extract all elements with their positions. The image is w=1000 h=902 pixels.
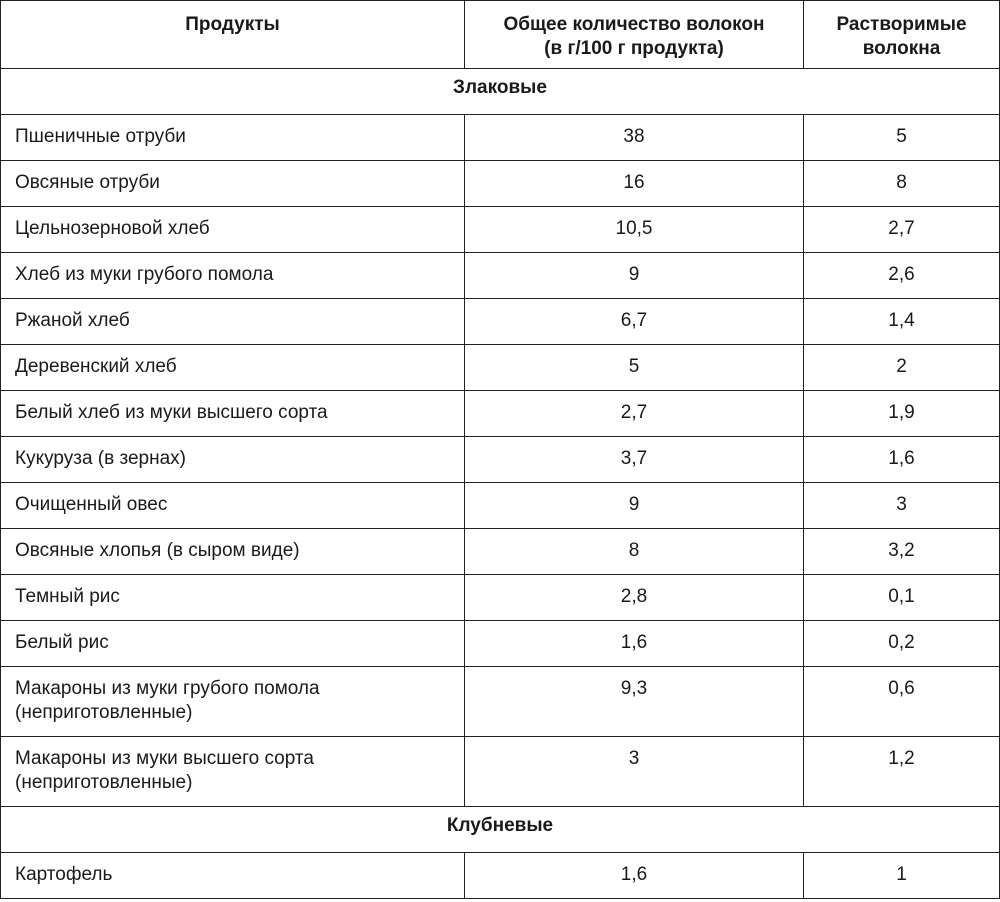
soluble-fiber-cell: 2,6 [804, 253, 1000, 299]
section-title: Клубневые [1, 807, 1000, 853]
product-name-cell [1, 391, 465, 437]
product-name-cell [1, 299, 465, 345]
table-row [1, 253, 1000, 299]
table-row [1, 207, 1000, 253]
product-name-line: Овсяные отруби [15, 172, 160, 193]
total-fiber-cell: 1,6 [465, 853, 804, 899]
table-row [1, 115, 1000, 161]
total-fiber-cell: 9,3 [465, 667, 804, 737]
product-name-line: Ржаной хлеб [15, 310, 130, 331]
table-row [1, 853, 1000, 899]
product-name-line: Деревенский хлеб [15, 356, 177, 377]
product-name-cell [1, 115, 465, 161]
product-name-line: Цельнозерновой хлеб [15, 218, 210, 239]
soluble-fiber-cell: 3,2 [804, 529, 1000, 575]
soluble-fiber-cell: 1,2 [804, 737, 1000, 807]
table-row [1, 161, 1000, 207]
product-name-cell [1, 483, 465, 529]
table-row [1, 437, 1000, 483]
table-row [1, 299, 1000, 345]
product-name-cell [1, 161, 465, 207]
soluble-fiber-cell: 3 [804, 483, 1000, 529]
soluble-fiber-cell: 5 [804, 115, 1000, 161]
table-row [1, 483, 1000, 529]
section-title: Злаковые [1, 69, 1000, 115]
total-fiber-cell: 9 [465, 253, 804, 299]
soluble-fiber-cell: 1 [804, 853, 1000, 899]
product-name-cell [1, 345, 465, 391]
total-fiber-cell: 1,6 [465, 621, 804, 667]
product-name-cell [1, 437, 465, 483]
header-total-fiber-line2: (в г/100 г продукта) [544, 38, 724, 59]
product-name-line: Овсяные хлопья (в сыром виде) [15, 540, 300, 561]
section-row [1, 807, 1000, 853]
total-fiber-cell: 3 [465, 737, 804, 807]
soluble-fiber-cell: 0,6 [804, 667, 1000, 737]
total-fiber-cell: 38 [465, 115, 804, 161]
total-fiber-cell: 2,7 [465, 391, 804, 437]
soluble-fiber-cell: 1,6 [804, 437, 1000, 483]
product-name-cell [1, 207, 465, 253]
table-body [1, 69, 1000, 899]
total-fiber-cell: 3,7 [465, 437, 804, 483]
total-fiber-cell: 2,8 [465, 575, 804, 621]
product-name-line: Белый хлеб из муки высшего сорта [15, 402, 328, 423]
soluble-fiber-cell: 0,1 [804, 575, 1000, 621]
product-name-line: (неприготовленные) [15, 772, 193, 793]
total-fiber-cell: 16 [465, 161, 804, 207]
product-name-line: Белый рис [15, 632, 109, 653]
table-row [1, 345, 1000, 391]
product-name-cell [1, 253, 465, 299]
total-fiber-cell: 6,7 [465, 299, 804, 345]
header-soluble-fiber [804, 1, 1000, 69]
table-row [1, 575, 1000, 621]
total-fiber-cell: 9 [465, 483, 804, 529]
header-products-label: Продукты [185, 14, 280, 35]
product-name-cell [1, 529, 465, 575]
product-name-line: Картофель [15, 864, 113, 885]
section-row [1, 69, 1000, 115]
soluble-fiber-cell: 0,2 [804, 621, 1000, 667]
header-products [1, 1, 465, 69]
product-name-line: Пшеничные отруби [15, 126, 186, 147]
product-name-cell [1, 621, 465, 667]
table-row [1, 391, 1000, 437]
product-name-line: (неприготовленные) [15, 702, 193, 723]
header-total-fiber [465, 1, 804, 69]
product-name-line: Макароны из муки грубого помола [15, 678, 320, 699]
soluble-fiber-cell: 8 [804, 161, 1000, 207]
soluble-fiber-cell: 1,4 [804, 299, 1000, 345]
product-name-line: Темный рис [15, 586, 120, 607]
soluble-fiber-cell: 2,7 [804, 207, 1000, 253]
header-soluble-line1: Растворимые [836, 14, 967, 35]
product-name-cell [1, 667, 465, 737]
product-name-line: Хлеб из муки грубого помола [15, 264, 274, 285]
soluble-fiber-cell: 2 [804, 345, 1000, 391]
total-fiber-cell: 8 [465, 529, 804, 575]
product-name-line: Кукуруза (в зернах) [15, 448, 187, 469]
header-soluble-line2: волокна [862, 38, 941, 59]
product-name-cell [1, 575, 465, 621]
table-row [1, 529, 1000, 575]
soluble-fiber-cell: 1,9 [804, 391, 1000, 437]
header-total-fiber-line1: Общее количество волокон [503, 14, 765, 35]
total-fiber-cell: 10,5 [465, 207, 804, 253]
table-row [1, 667, 1000, 737]
product-name-cell [1, 737, 465, 807]
table-row [1, 621, 1000, 667]
total-fiber-cell: 5 [465, 345, 804, 391]
product-name-cell [1, 853, 465, 899]
table-row [1, 737, 1000, 807]
product-name-line: Макароны из муки высшего сорта [15, 748, 314, 769]
product-name-line: Очищенный овес [15, 494, 168, 515]
header-row [1, 1, 1000, 69]
